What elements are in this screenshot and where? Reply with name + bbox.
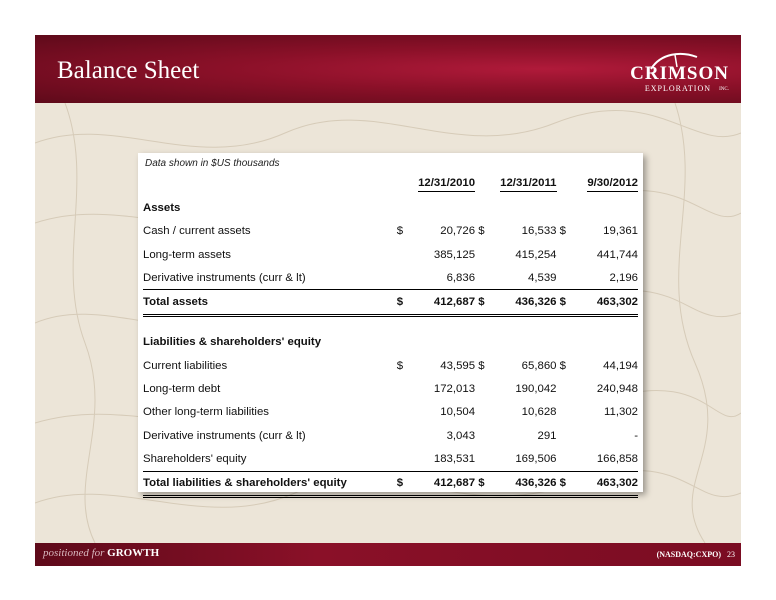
footer-banner <box>35 543 741 566</box>
cell-value: 291 <box>537 429 557 442</box>
currency-symbol: $ <box>397 290 410 315</box>
table-total-row <box>143 290 638 315</box>
column-header: 9/30/2012 <box>587 177 638 192</box>
cell-value: 6,836 <box>446 271 476 284</box>
currency-symbol <box>478 377 491 400</box>
cell-value: 4,539 <box>528 271 557 284</box>
header-banner <box>35 35 741 103</box>
row-label: Long-term debt <box>143 383 221 396</box>
cell-value: 441,744 <box>596 248 638 261</box>
table-row <box>143 447 638 471</box>
cell-value: 2,196 <box>609 271 638 284</box>
currency-symbol <box>560 243 573 266</box>
row-label: Shareholders' equity <box>143 452 247 465</box>
table-row <box>143 377 638 400</box>
logo-subtitle: EXPLORATION <box>644 84 711 93</box>
row-label: Other long-term liabilities <box>143 406 269 419</box>
slide <box>35 35 741 566</box>
cell-value: 190,042 <box>515 383 557 396</box>
currency-symbol: $ <box>397 471 410 496</box>
table-row <box>143 220 638 243</box>
currency-symbol <box>560 266 573 290</box>
row-label: Total assets <box>143 290 397 315</box>
row-label: Derivative instruments (curr & lt) <box>143 271 306 284</box>
company-logo <box>603 51 729 97</box>
cell-value: 463,302 <box>572 290 638 315</box>
financial-table <box>143 173 638 498</box>
ticker-symbol: (NASDAQ:CXPO) <box>656 550 721 559</box>
cell-value: 19,361 <box>603 225 638 238</box>
currency-symbol <box>560 377 573 400</box>
currency-symbol: $ <box>478 225 485 238</box>
table-total-row <box>143 471 638 496</box>
logo-wordmark: CRIMSON <box>630 63 729 84</box>
currency-symbol <box>560 424 573 447</box>
row-label: Current liabilities <box>143 359 228 372</box>
tagline-italic: positioned for <box>43 547 105 559</box>
cell-value: 415,254 <box>515 248 557 261</box>
cell-value: 20,726 <box>440 225 476 238</box>
cell-value: 385,125 <box>433 248 476 261</box>
cell-value: 463,302 <box>572 471 638 496</box>
currency-symbol <box>397 243 410 266</box>
currency-symbol: $ <box>560 290 573 315</box>
table-row <box>143 354 638 377</box>
currency-symbol <box>397 401 410 424</box>
currency-symbol <box>478 266 491 290</box>
row-label: Long-term assets <box>143 248 231 261</box>
cell-value: 16,533 <box>521 225 557 238</box>
row-label: Cash / current assets <box>143 225 251 238</box>
page-number: 23 <box>727 550 735 559</box>
cell-value: 183,531 <box>433 452 476 465</box>
cell-value: 412,687 <box>409 290 475 315</box>
currency-symbol <box>560 447 573 471</box>
table-section-row <box>143 196 638 219</box>
table-header-row <box>143 173 638 196</box>
currency-symbol: $ <box>396 359 404 372</box>
slide-title: Balance Sheet <box>57 57 200 84</box>
currency-symbol: $ <box>396 225 404 238</box>
cell-value: 10,504 <box>440 406 476 419</box>
column-header: 12/31/2011 <box>500 177 556 192</box>
currency-symbol: $ <box>478 471 491 496</box>
cell-value: 11,302 <box>604 406 638 419</box>
cell-value: 166,858 <box>596 452 638 465</box>
currency-symbol <box>397 377 410 400</box>
cell-value: 44,194 <box>603 359 638 372</box>
currency-symbol: $ <box>559 359 566 372</box>
column-header: 12/31/2010 <box>418 177 475 192</box>
currency-symbol <box>478 401 491 424</box>
currency-symbol: $ <box>478 359 485 372</box>
currency-symbol <box>478 447 491 471</box>
row-label: Derivative instruments (curr & lt) <box>143 429 306 442</box>
table-spacer-row <box>143 315 638 331</box>
currency-symbol: $ <box>560 471 573 496</box>
table-row <box>143 243 638 266</box>
row-label: Total liabilities & shareholders' equity <box>143 471 397 496</box>
cell-value: 10,628 <box>521 406 557 419</box>
currency-symbol <box>397 424 410 447</box>
currency-symbol: $ <box>559 225 566 238</box>
table-section-row <box>143 331 638 354</box>
cell-value: 436,326 <box>491 290 557 315</box>
footer-tagline <box>43 547 159 559</box>
logo-inc: INC. <box>719 87 729 92</box>
section-label: Liabilities & shareholders' equity <box>143 336 322 349</box>
currency-symbol <box>397 447 410 471</box>
table-row <box>143 424 638 447</box>
cell-value: 3,043 <box>446 429 476 442</box>
tagline-bold: GROWTH <box>107 547 160 559</box>
table-row <box>143 401 638 424</box>
section-label: Assets <box>143 201 181 214</box>
cell-value: 172,013 <box>433 383 476 396</box>
currency-symbol: $ <box>478 290 491 315</box>
cell-value: 240,948 <box>596 383 638 396</box>
cell-value: 169,506 <box>515 452 557 465</box>
cell-value: - <box>634 429 638 442</box>
currency-symbol <box>560 401 573 424</box>
table-row <box>143 266 638 290</box>
cell-value: 43,595 <box>440 359 476 372</box>
cell-value: 65,860 <box>521 359 557 372</box>
currency-symbol <box>478 243 491 266</box>
currency-symbol <box>478 424 491 447</box>
cell-value: 412,687 <box>409 471 475 496</box>
units-note: Data shown in $US thousands <box>145 158 280 169</box>
currency-symbol <box>397 266 410 290</box>
balance-sheet-table <box>138 153 643 492</box>
cell-value: 436,326 <box>491 471 557 496</box>
